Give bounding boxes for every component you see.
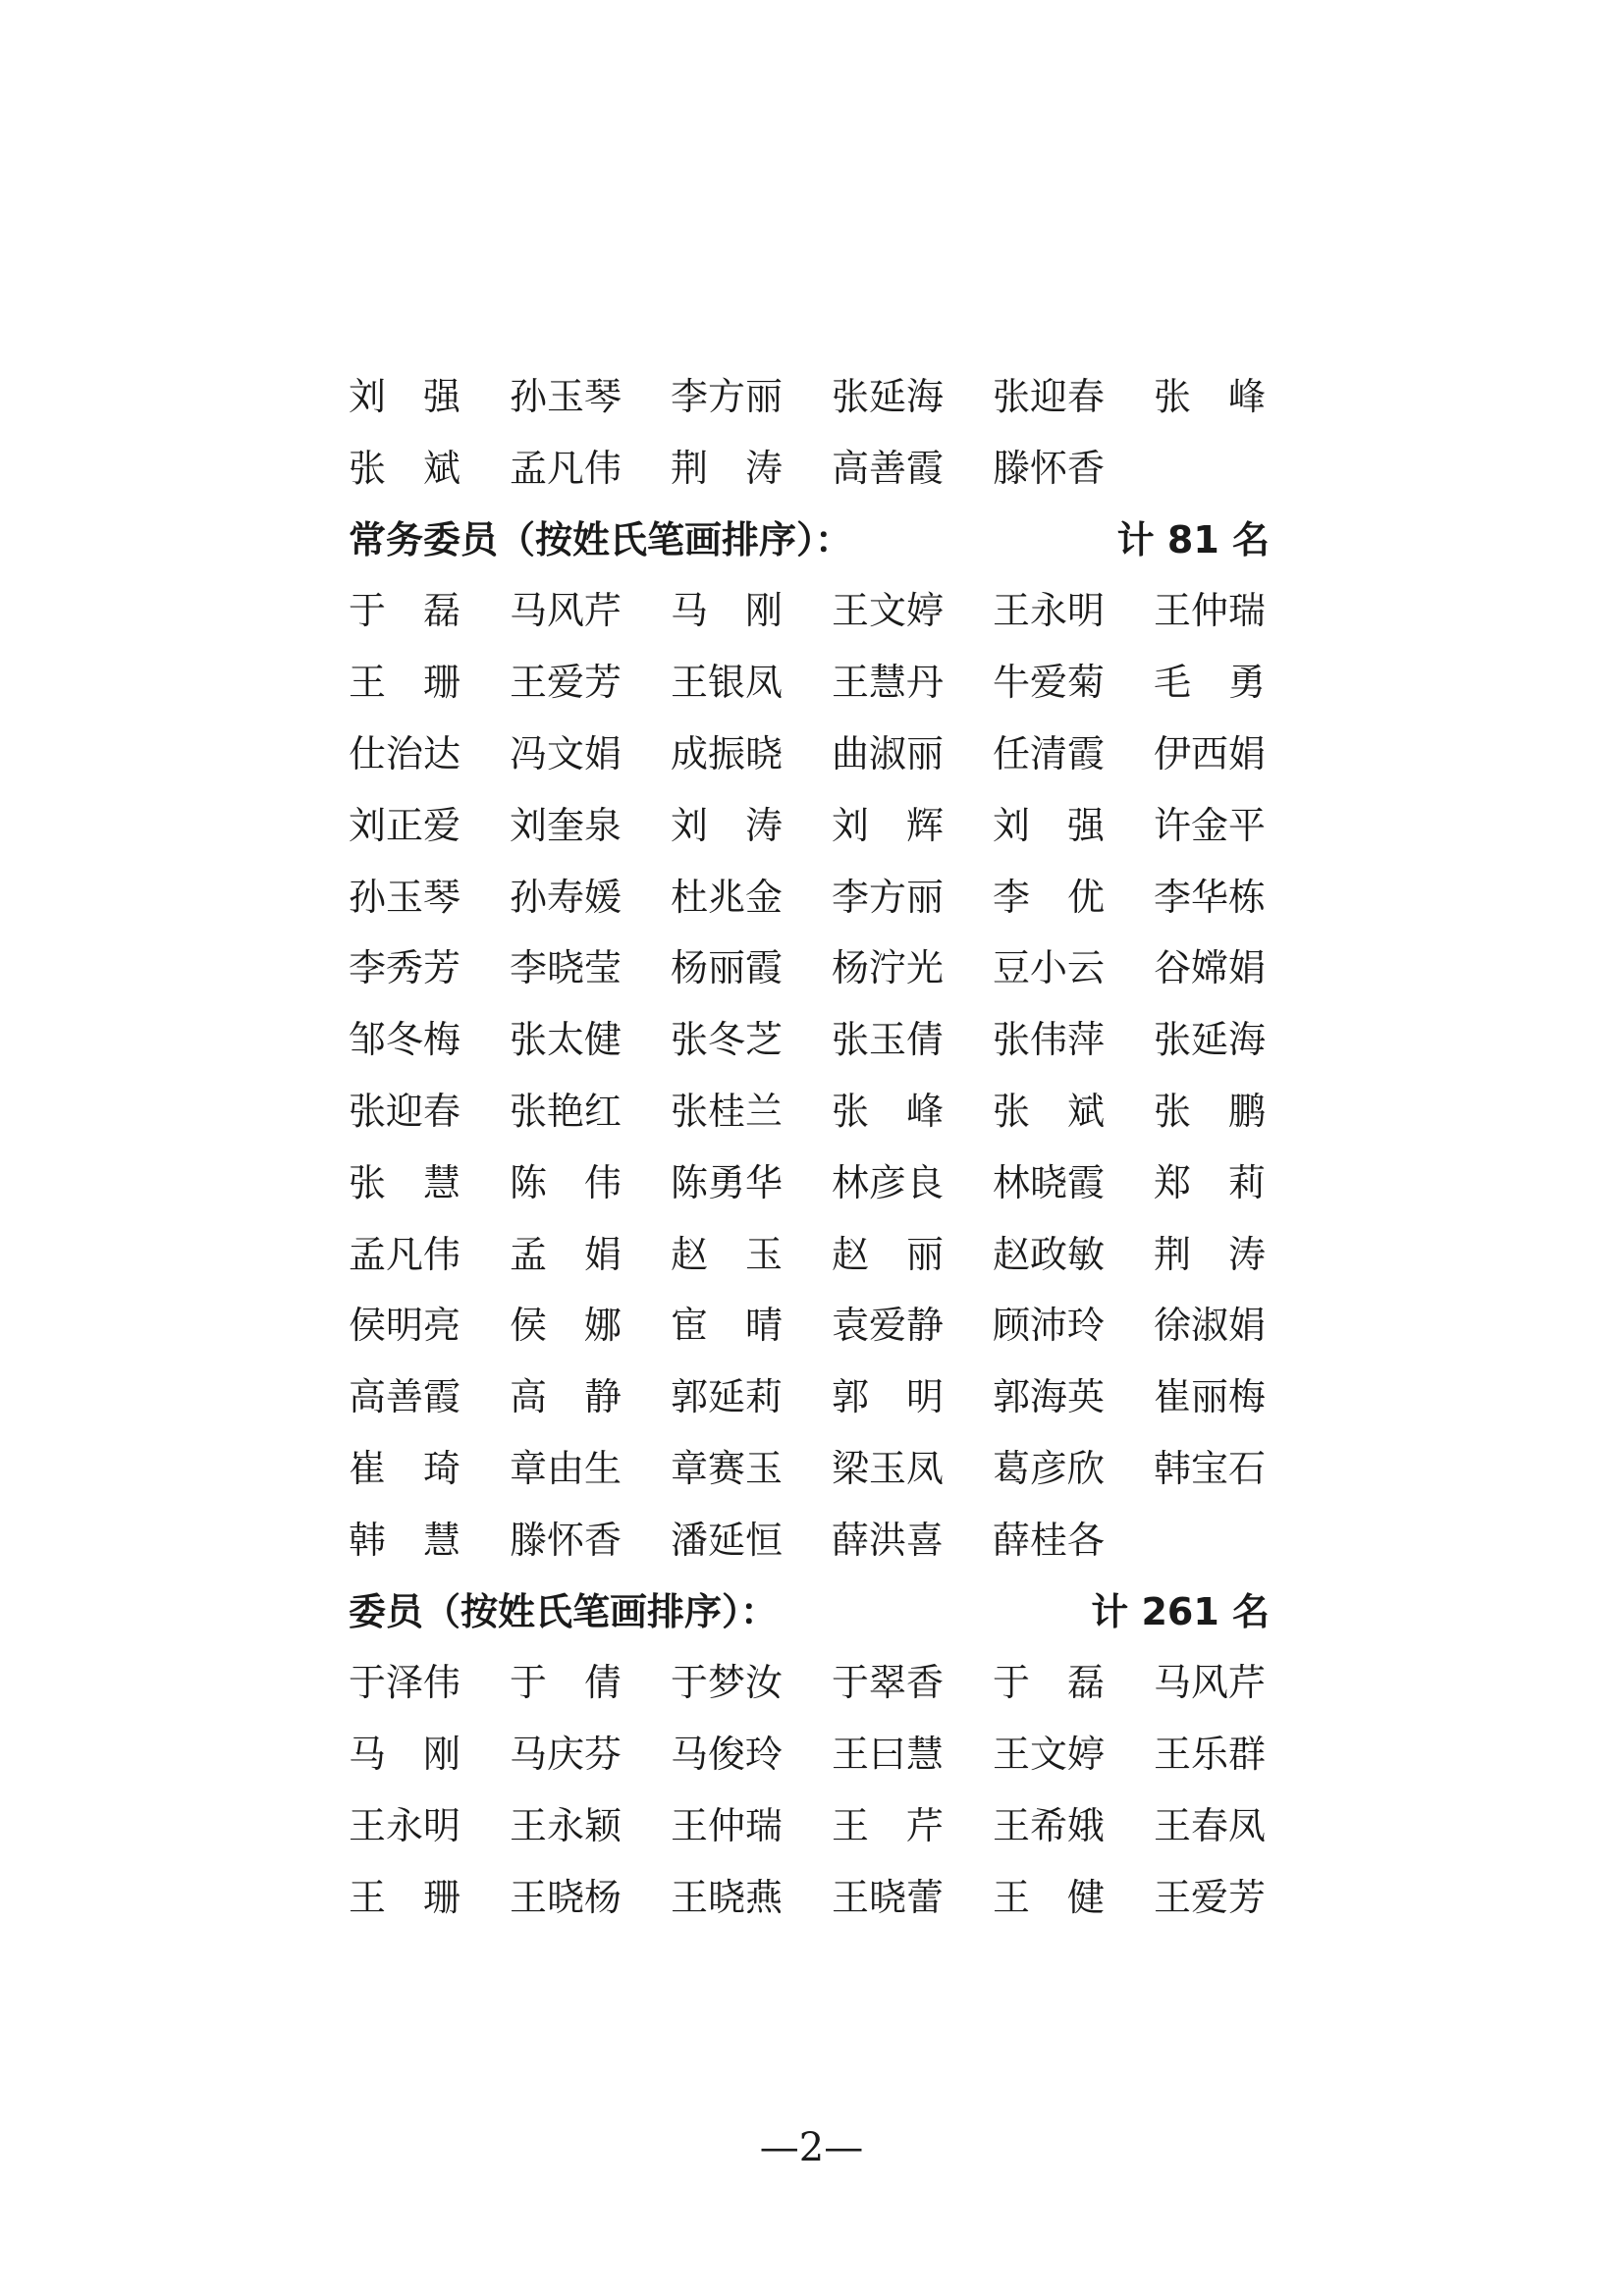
member-name: 马风芹 bbox=[1154, 1661, 1267, 1705]
member-name: 赵政敏 bbox=[993, 1232, 1106, 1276]
member-name: 王春凤 bbox=[1154, 1803, 1267, 1847]
document-body bbox=[349, 361, 1271, 1934]
page-number: —2— bbox=[759, 2125, 864, 2170]
member-name: 王 珊 bbox=[349, 661, 461, 705]
member-name: 王曰慧 bbox=[832, 1733, 945, 1777]
member-count: 计 261 名 bbox=[1091, 1589, 1270, 1633]
member-name: 章赛玉 bbox=[671, 1446, 784, 1490]
member-name: 王慧丹 bbox=[832, 661, 945, 705]
member-name: 梁玉凤 bbox=[832, 1446, 945, 1490]
member-name: 郭延莉 bbox=[671, 1375, 784, 1419]
member-name: 刘正爱 bbox=[349, 803, 461, 847]
member-name: 马 刚 bbox=[349, 1733, 461, 1777]
member-name: 王永颖 bbox=[510, 1803, 622, 1847]
member-name: 张 峰 bbox=[1154, 375, 1267, 418]
member-name: 王晓杨 bbox=[510, 1875, 622, 1919]
member-name: 张玉倩 bbox=[832, 1018, 945, 1062]
member-name: 许金平 bbox=[1154, 803, 1267, 847]
member-name: 陈 伟 bbox=[510, 1160, 622, 1204]
member-name: 王爱芳 bbox=[1154, 1875, 1267, 1919]
member-name: 刘 强 bbox=[349, 375, 461, 418]
member-name: 于 磊 bbox=[349, 589, 461, 633]
member-name: 赵 丽 bbox=[832, 1232, 945, 1276]
member-name: 谷嫦娟 bbox=[1154, 946, 1267, 990]
member-name: 孙寿媛 bbox=[510, 875, 622, 919]
member-name: 崔 琦 bbox=[349, 1446, 461, 1490]
member-name: 陈勇华 bbox=[671, 1160, 784, 1204]
member-name: 成振晓 bbox=[671, 731, 784, 775]
member-name: 李晓莹 bbox=[510, 946, 622, 990]
member-name: 高善霞 bbox=[349, 1375, 461, 1419]
member-name: 牛爱菊 bbox=[993, 661, 1106, 705]
member-name: 宦 晴 bbox=[671, 1304, 784, 1348]
member-name: 王晓蕾 bbox=[832, 1875, 945, 1919]
member-name: 顾沛玲 bbox=[993, 1304, 1106, 1348]
member-name: 韩宝石 bbox=[1154, 1446, 1267, 1490]
member-name: 李 优 bbox=[993, 875, 1106, 919]
member-name: 王仲瑞 bbox=[1154, 589, 1267, 633]
member-name: 赵 玉 bbox=[671, 1232, 784, 1276]
member-name: 王 健 bbox=[993, 1875, 1106, 1919]
member-name: 王 珊 bbox=[349, 1875, 461, 1919]
member-name: 王永明 bbox=[349, 1803, 461, 1847]
member-name: 毛 勇 bbox=[1154, 661, 1267, 705]
member-name: 侯 娜 bbox=[510, 1304, 622, 1348]
member-name: 李秀芳 bbox=[349, 946, 461, 990]
member-name: 刘 强 bbox=[993, 803, 1106, 847]
member-name: 郑 莉 bbox=[1154, 1160, 1267, 1204]
member-name: 王仲瑞 bbox=[671, 1803, 784, 1847]
member-name: 孙玉琴 bbox=[510, 375, 622, 418]
member-name: 孟 娟 bbox=[510, 1232, 622, 1276]
member-name: 刘 涛 bbox=[671, 803, 784, 847]
member-name: 王 芹 bbox=[832, 1803, 945, 1847]
member-name: 伊西娟 bbox=[1154, 731, 1267, 775]
member-name: 荆 涛 bbox=[1154, 1232, 1267, 1276]
continuation-name-list bbox=[349, 361, 1271, 505]
member-name: 郭 明 bbox=[832, 1375, 945, 1419]
member-name: 王银凤 bbox=[671, 661, 784, 705]
member-name: 孟凡伟 bbox=[349, 1232, 461, 1276]
member-name: 于 倩 bbox=[510, 1661, 622, 1705]
member-name: 张 峰 bbox=[832, 1089, 945, 1133]
member-name: 刘 辉 bbox=[832, 803, 945, 847]
member-name: 王永明 bbox=[993, 589, 1106, 633]
member-name: 邹冬梅 bbox=[349, 1018, 461, 1062]
member-name: 仕治达 bbox=[349, 731, 461, 775]
member-name: 王爱芳 bbox=[510, 661, 622, 705]
member-name: 王文婷 bbox=[993, 1733, 1106, 1777]
member-name: 葛彦欣 bbox=[993, 1446, 1106, 1490]
member-name: 杨泞光 bbox=[832, 946, 945, 990]
member-name: 张伟萍 bbox=[993, 1018, 1106, 1062]
member-name: 薛洪喜 bbox=[832, 1518, 945, 1562]
member-name: 杨丽霞 bbox=[671, 946, 784, 990]
section-title: 常务委员（按姓氏笔画排序）： bbox=[349, 517, 853, 561]
member-name: 杜兆金 bbox=[671, 875, 784, 919]
member-name: 豆小云 bbox=[993, 946, 1106, 990]
member-name: 李华栋 bbox=[1154, 875, 1267, 919]
member-name: 马庆芬 bbox=[510, 1733, 622, 1777]
member-name: 高善霞 bbox=[832, 446, 945, 490]
member-name: 张桂兰 bbox=[671, 1089, 784, 1133]
member-name: 张冬芝 bbox=[671, 1018, 784, 1062]
member-name: 李方丽 bbox=[832, 875, 945, 919]
standing-committee-name-list bbox=[349, 575, 1271, 1575]
member-name: 张延海 bbox=[832, 375, 945, 418]
member-name: 高 静 bbox=[510, 1375, 622, 1419]
members-name-list bbox=[349, 1647, 1271, 1933]
member-name: 徐淑娟 bbox=[1154, 1304, 1267, 1348]
member-name: 张迎春 bbox=[349, 1089, 461, 1133]
member-name: 李方丽 bbox=[671, 375, 784, 418]
member-name: 张 慧 bbox=[349, 1160, 461, 1204]
member-name: 王希娥 bbox=[993, 1803, 1106, 1847]
member-name: 潘延恒 bbox=[671, 1518, 784, 1562]
member-name: 于翠香 bbox=[832, 1661, 945, 1705]
member-name: 张延海 bbox=[1154, 1018, 1267, 1062]
member-name: 张艳红 bbox=[510, 1089, 622, 1133]
member-name: 薛桂各 bbox=[993, 1518, 1106, 1562]
member-count: 计 81 名 bbox=[1116, 517, 1270, 561]
member-name: 侯明亮 bbox=[349, 1304, 461, 1348]
members-header bbox=[349, 1576, 1270, 1648]
member-name: 王文婷 bbox=[832, 589, 945, 633]
member-name: 林晓霞 bbox=[993, 1160, 1106, 1204]
member-name: 崔丽梅 bbox=[1154, 1375, 1267, 1419]
member-name: 刘奎泉 bbox=[510, 803, 622, 847]
member-name: 于 磊 bbox=[993, 1661, 1106, 1705]
member-name: 章由生 bbox=[510, 1446, 622, 1490]
standing-committee-header bbox=[349, 505, 1270, 576]
member-name: 袁爱静 bbox=[832, 1304, 945, 1348]
member-name: 张迎春 bbox=[993, 375, 1106, 418]
member-name: 孟凡伟 bbox=[510, 446, 622, 490]
member-name: 张太健 bbox=[510, 1018, 622, 1062]
member-name: 于泽伟 bbox=[349, 1661, 461, 1705]
member-name: 滕怀香 bbox=[993, 446, 1106, 490]
member-name: 曲淑丽 bbox=[832, 731, 945, 775]
member-name: 林彦良 bbox=[832, 1160, 945, 1204]
member-name: 滕怀香 bbox=[510, 1518, 622, 1562]
member-name: 冯文娟 bbox=[510, 731, 622, 775]
member-name: 韩 慧 bbox=[349, 1518, 461, 1562]
member-name: 王乐群 bbox=[1154, 1733, 1267, 1777]
member-name: 马风芹 bbox=[510, 589, 622, 633]
member-name: 郭海英 bbox=[993, 1375, 1106, 1419]
member-name: 于梦汝 bbox=[671, 1661, 784, 1705]
member-name: 张 斌 bbox=[349, 446, 461, 490]
member-name: 马俊玲 bbox=[671, 1733, 784, 1777]
member-name: 张 斌 bbox=[993, 1089, 1106, 1133]
member-name: 荆 涛 bbox=[671, 446, 784, 490]
member-name: 王晓燕 bbox=[671, 1875, 784, 1919]
member-name: 马 刚 bbox=[671, 589, 784, 633]
member-name: 张 鹏 bbox=[1154, 1089, 1267, 1133]
member-name: 孙玉琴 bbox=[349, 875, 461, 919]
member-name: 任清霞 bbox=[993, 731, 1106, 775]
section-title: 委员（按姓氏笔画排序）： bbox=[349, 1589, 779, 1633]
